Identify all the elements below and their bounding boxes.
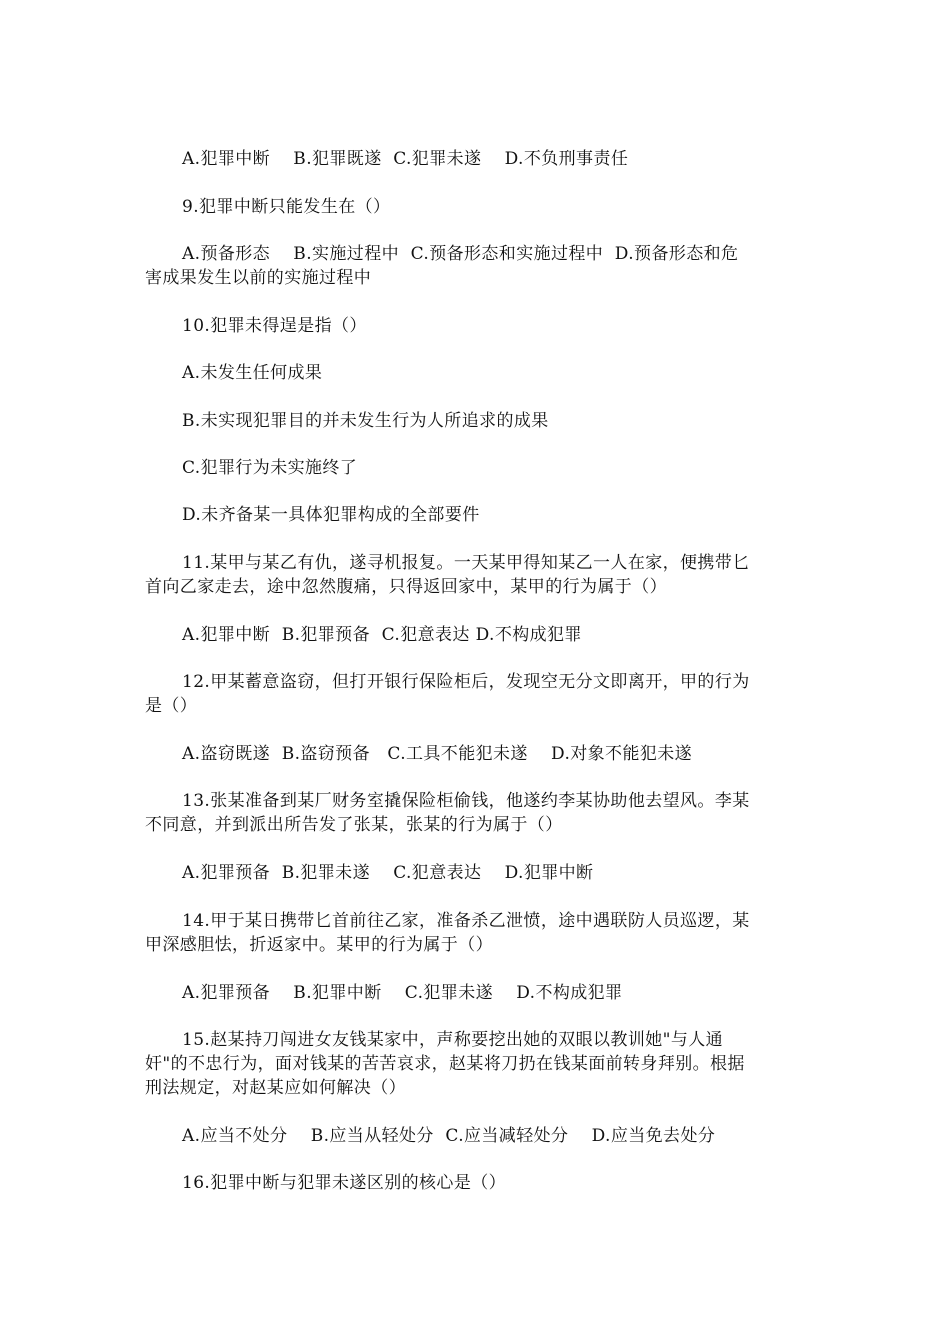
- q10-option-b: B.未实现犯罪目的并未发生行为人所追求的成果: [182, 411, 549, 431]
- q9-options-line-1: A.预备形态 B.实施过程中 C.预备形态和实施过程中 D.预备形态和危: [182, 244, 739, 264]
- q13-line-2: 不同意，并到派出所告发了张某，张某的行为属于（）: [145, 815, 563, 835]
- q9-question: 9.犯罪中断只能发生在（）: [182, 197, 391, 217]
- q13-question: [145, 789, 810, 837]
- q10-option-a: A.未发生任何成果: [182, 363, 323, 383]
- q14-line-2: 甲深感胆怯，折返家中。某甲的行为属于（）: [145, 935, 493, 955]
- q9-options: [145, 242, 810, 290]
- q14-question: [145, 909, 810, 957]
- q12-options: A.盗窃既遂 B.盗窃预备 C.工具不能犯未遂 D.对象不能犯未遂: [182, 744, 693, 764]
- q10-option-d: D.未齐备某一具体犯罪构成的全部要件: [182, 505, 480, 525]
- q12-line-1: 12.甲某蓄意盗窃，但打开银行保险柜后，发现空无分文即离开，甲的行为: [182, 672, 750, 692]
- q13-options: A.犯罪预备 B.犯罪未遂 C.犯意表达 D.犯罪中断: [182, 863, 594, 883]
- q11-options: A.犯罪中断 B.犯罪预备 C.犯意表达 D.不构成犯罪: [182, 625, 582, 645]
- q15-line-2: 奸"的不忠行为，面对钱某的苦苦哀求，赵某将刀扔在钱某面前转身拜别。根据: [145, 1054, 745, 1074]
- q13-line-1: 13.张某准备到某厂财务室撬保险柜偷钱，他遂约李某协助他去望风。李某: [182, 791, 750, 811]
- q12-line-2: 是（）: [145, 696, 198, 716]
- q14-line-1: 14.甲于某日携带匕首前往乙家，准备杀乙泄愤，途中遇联防人员巡逻，某: [182, 911, 750, 931]
- q15-question: [145, 1028, 810, 1100]
- q15-options: A.应当不处分 B.应当从轻处分 C.应当减轻处分 D.应当免去处分: [182, 1126, 716, 1146]
- q9-options-line-2: 害成果发生以前的实施过程中: [145, 268, 372, 288]
- q11-line-1: 11.某甲与某乙有仇，遂寻机报复。一天某甲得知某乙一人在家，便携带匕: [182, 553, 750, 573]
- q10-question: 10.犯罪未得逞是指（）: [182, 316, 367, 336]
- q11-question: [145, 551, 810, 599]
- q8-options: A.犯罪中断 B.犯罪既遂 C.犯罪未遂 D.不负刑事责任: [182, 149, 629, 169]
- q15-line-3: 刑法规定，对赵某应如何解决（）: [145, 1078, 406, 1098]
- q10-option-c: C.犯罪行为未实施终了: [182, 458, 358, 478]
- q15-line-1: 15.赵某持刀闯进女友钱某家中，声称要挖出她的双眼以教训她"与人通: [182, 1030, 724, 1050]
- q11-line-2: 首向乙家走去，途中忽然腹痛，只得返回家中，某甲的行为属于（）: [145, 577, 667, 597]
- q14-options: A.犯罪预备 B.犯罪中断 C.犯罪未遂 D.不构成犯罪: [182, 983, 623, 1003]
- q12-question: [145, 670, 810, 718]
- q16-question: 16.犯罪中断与犯罪未遂区别的核心是（）: [182, 1173, 507, 1193]
